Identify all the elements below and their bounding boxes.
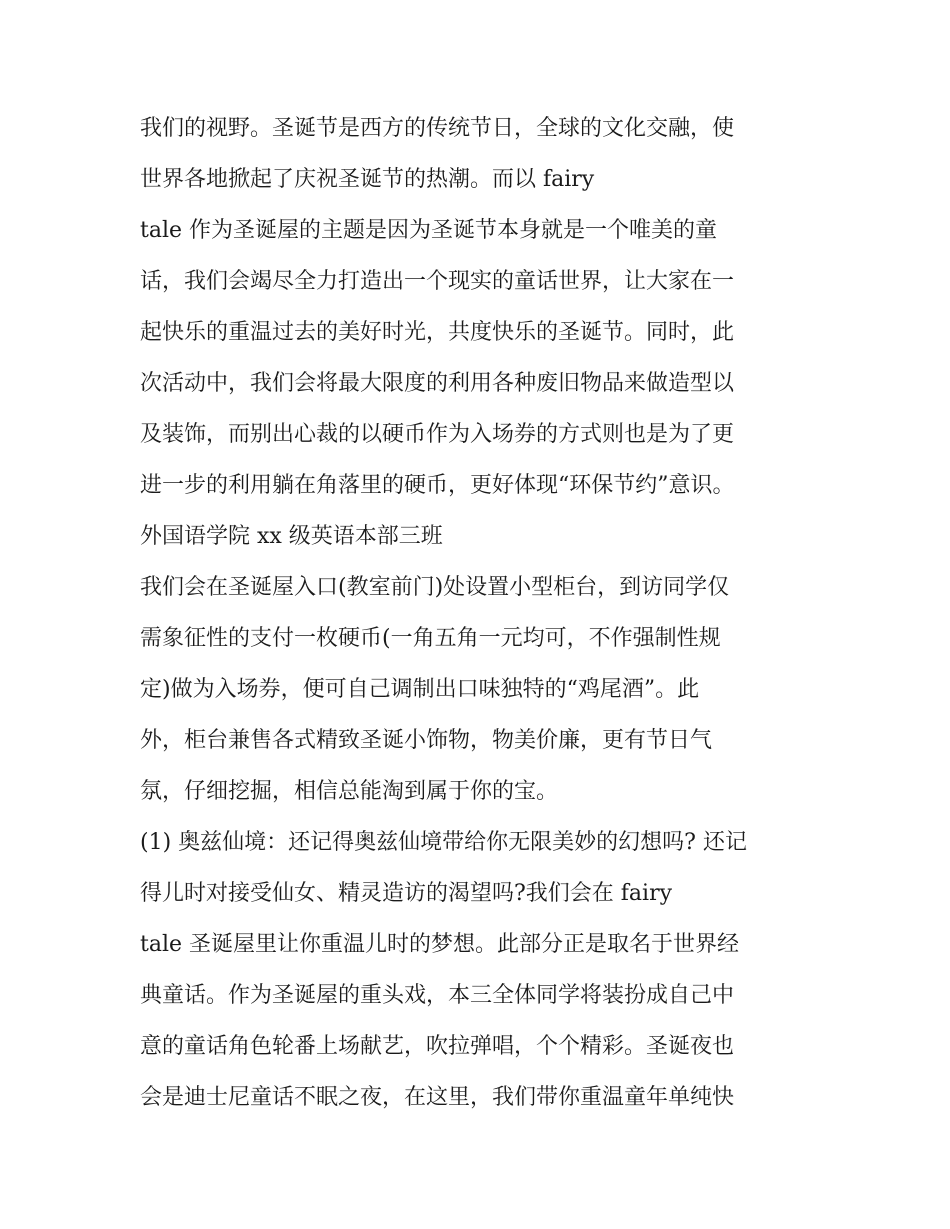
text-line: 外，柜台兼售各式精致圣诞小饰物，物美价廉，更有节日气: [140, 728, 713, 753]
text-line: 起快乐的重温过去的美好时光，共度快乐的圣诞节。同时，此: [140, 320, 735, 345]
text-line: tale 作为圣诞屋的主题是因为圣诞节本身就是一个唯美的童: [140, 218, 718, 243]
text-line: 需象征性的支付一枚硬币(一角五角一元均可，不作强制性规: [140, 626, 721, 651]
text-line: (1) 奥兹仙境：还记得奥兹仙境带给你无限美妙的幻想吗? 还记: [140, 830, 747, 855]
text-line: 意的童话角色轮番上场献艺，吹拉弹唱，个个精彩。圣诞夜也: [140, 1034, 735, 1059]
text-line: 进一步的利用躺在角落里的硬币，更好体现“环保节约”意识。: [140, 473, 735, 498]
text-line: 得儿时对接受仙女、精灵造访的渴望吗?我们会在 fairy: [140, 881, 673, 906]
text-line: 我们会在圣诞屋入口(教室前门)处设置小型柜台，到访同学仅: [140, 575, 730, 600]
text-line: tale 圣诞屋里让你重温儿时的梦想。此部分正是取名于世界经: [140, 932, 740, 957]
text-line: 定)做为入场券，便可自己调制出口味独特的“鸡尾酒”。此: [140, 677, 700, 702]
text-line: 典童话。作为圣诞屋的重头戏，本三全体同学将装扮成自己中: [140, 983, 735, 1008]
text-line: 氛，仔细挖掘，相信总能淘到属于你的宝。: [140, 779, 559, 804]
document-body: [140, 109, 820, 1129]
text-line: 世界各地掀起了庆祝圣诞节的热潮。而以 fairy: [140, 167, 595, 192]
text-line: 会是迪士尼童话不眠之夜，在这里，我们带你重温童年单纯快: [140, 1085, 735, 1110]
text-line: 次活动中，我们会将最大限度的利用各种废旧物品来做造型以: [140, 371, 735, 396]
text-line: 我们的视野。圣诞节是西方的传统节日，全球的文化交融，使: [140, 116, 735, 141]
text-line: 话，我们会竭尽全力打造出一个现实的童话世界，让大家在一: [140, 269, 735, 294]
text-line: 及装饰，而别出心裁的以硬币作为入场券的方式则也是为了更: [140, 422, 735, 447]
text-line: 外国语学院 xx 级英语本部三班: [140, 524, 443, 549]
